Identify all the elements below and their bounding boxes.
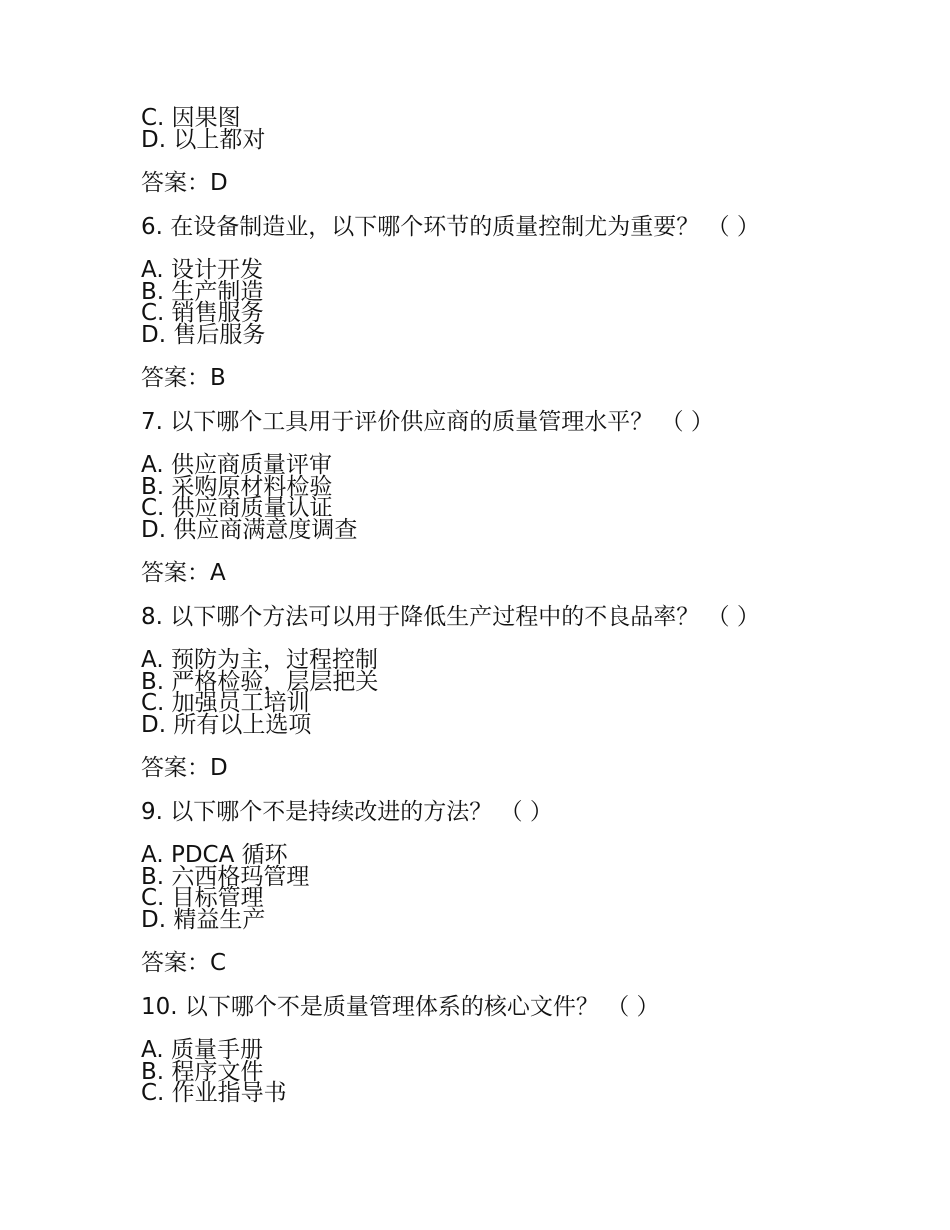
- option-a: A. 供应商质量评审: [141, 452, 332, 478]
- option-b: B. 程序文件: [141, 1058, 264, 1085]
- document-page: [141, 105, 841, 1106]
- question-10: 10. 以下哪个不是质量管理体系的核心文件？ （ ）: [141, 994, 660, 1020]
- option-d: D. 售后服务: [141, 321, 266, 348]
- answer-text: 答案：C: [141, 950, 227, 976]
- question-7: 7. 以下哪个工具用于评价供应商的质量管理水平？ （ ）: [141, 409, 714, 435]
- option-a: A. PDCA 循环: [141, 842, 288, 868]
- question-6: 6. 在设备制造业，以下哪个环节的质量控制尤为重要？ （ ）: [141, 214, 760, 240]
- option-b: B. 严格检验，层层把关: [141, 668, 379, 695]
- options-list: [141, 105, 841, 153]
- option-d: D. 以上都对: [141, 126, 266, 153]
- options-list: [141, 1037, 841, 1106]
- answer-text: 答案：D: [141, 170, 228, 196]
- option-b: B. 六西格玛管理: [141, 863, 310, 890]
- option-c: C. 加强员工培训: [141, 690, 310, 716]
- answer-text: 答案：A: [141, 560, 226, 586]
- option-b: B. 采购原材料检验: [141, 473, 333, 500]
- option-c: C. 因果图: [141, 105, 241, 131]
- option-a: A. 预防为主，过程控制: [141, 647, 378, 673]
- option-c: C. 供应商质量认证: [141, 495, 333, 521]
- option-b: B. 生产制造: [141, 278, 264, 305]
- option-a: A. 设计开发: [141, 257, 263, 283]
- question-9: 9. 以下哪个不是持续改进的方法？ （ ）: [141, 799, 553, 825]
- option-c: C. 作业指导书: [141, 1080, 287, 1106]
- options-list: [141, 647, 841, 738]
- answer-text: 答案：B: [141, 365, 226, 391]
- question-8: 8. 以下哪个方法可以用于降低生产过程中的不良品率？ （ ）: [141, 604, 760, 630]
- option-d: D. 供应商满意度调查: [141, 516, 358, 543]
- options-list: [141, 257, 841, 348]
- option-a: A. 质量手册: [141, 1037, 263, 1063]
- option-c: C. 销售服务: [141, 300, 264, 326]
- option-c: C. 目标管理: [141, 885, 264, 911]
- option-d: D. 精益生产: [141, 906, 266, 933]
- options-list: [141, 842, 841, 933]
- answer-text: 答案：D: [141, 755, 228, 781]
- option-d: D. 所有以上选项: [141, 711, 312, 738]
- options-list: [141, 452, 841, 543]
